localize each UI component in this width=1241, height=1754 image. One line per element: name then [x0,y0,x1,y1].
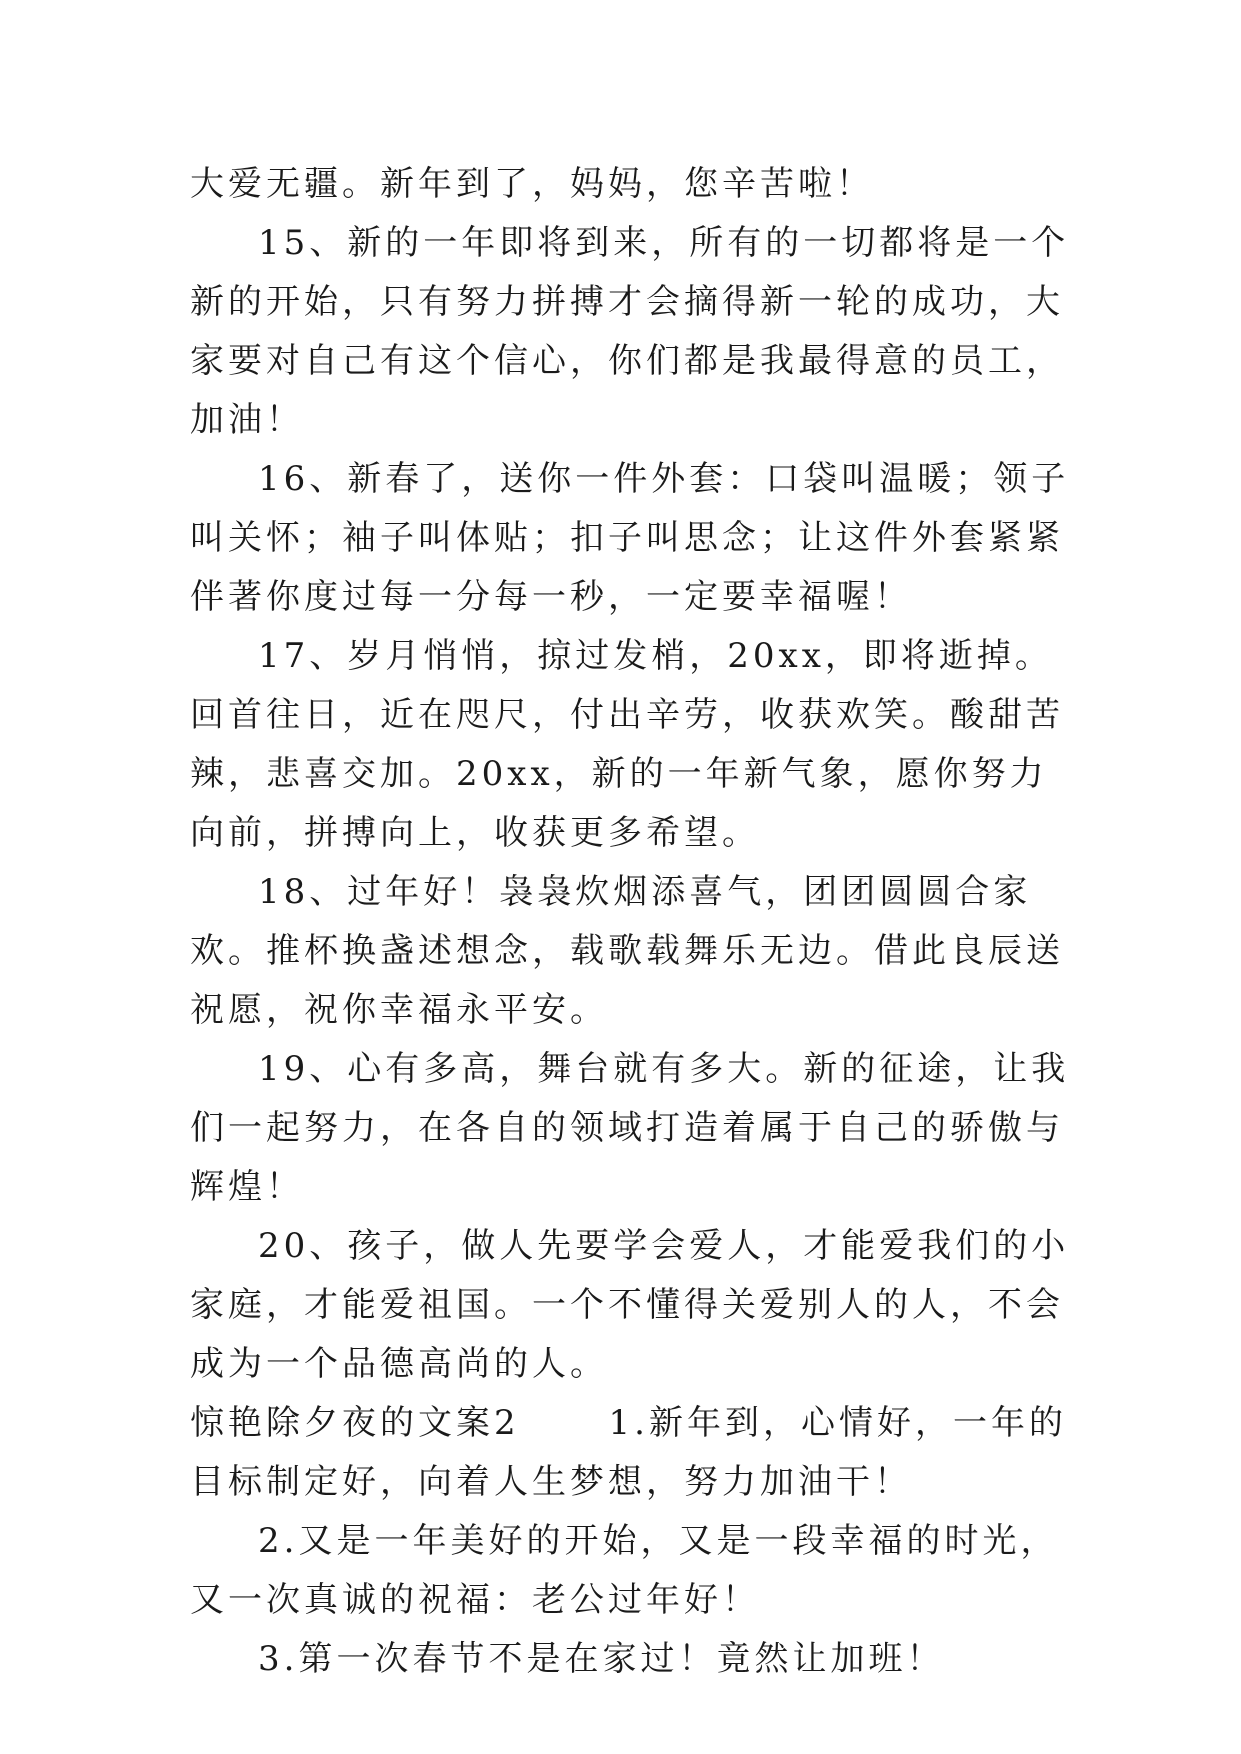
paragraph-17: 17、岁月悄悄，掠过发梢，20xx，即将逝掉。回首往日，近在咫尺，付出辛劳，收获欢笑。酸甜苦辣，悲喜交加。20xx，新的一年新气象，愿你努力向前，拼搏向上，收获更多希望。 [190,636,1064,853]
document-body [190,155,1070,1689]
paragraph-19: 19、心有多高，舞台就有多大。新的征途，让我们一起努力，在各自的领域打造着属于自己的骄傲与辉煌！ [190,1049,1070,1207]
paragraph-16: 16、新春了，送你一件外套：口袋叫温暖；领子叫关怀；袖子叫体贴；扣子叫思念；让这件外套紧紧伴著你度过每一分每一秒，一定要幸福喔！ [190,459,1070,617]
section-paragraph-2: 2.又是一年美好的开始，又是一段幸福的时光，又一次真诚的祝福：老公过年好！ [190,1521,1059,1620]
paragraph-20: 20、孩子，做人先要学会爱人，才能爱我们的小家庭，才能爱祖国。一个不懂得关爱别人的人，不会成为一个品德高尚的人。 [190,1226,1070,1384]
section-first-item: 1.新年到，心情好，一年的目标制定好，向着人生梦想，努力加油干！ [190,1403,1067,1502]
section-paragraph-3: 3.第一次春节不是在家过！竟然让加班！ [258,1639,945,1679]
paragraph-18: 18、过年好！袅袅炊烟添喜气，团团圆圆合家欢。推杯换盏述想念，载歌载舞乐无边。借此良辰送祝愿，祝你幸福永平安。 [190,872,1064,1030]
heading-gap [520,1403,609,1443]
paragraph-15: 15、新的一年即将到来，所有的一切都将是一个新的开始，只有努力拼搏才会摘得新一轮的成功，大家要对自己有这个信心，你们都是我最得意的员工，加油！ [190,223,1070,440]
section-heading-paragraph [190,1394,1070,1512]
section-heading: 惊艳除夕夜的文案2 [190,1403,520,1443]
paragraph-0: 大爱无疆。新年到了，妈妈，您辛苦啦！ [190,164,874,204]
